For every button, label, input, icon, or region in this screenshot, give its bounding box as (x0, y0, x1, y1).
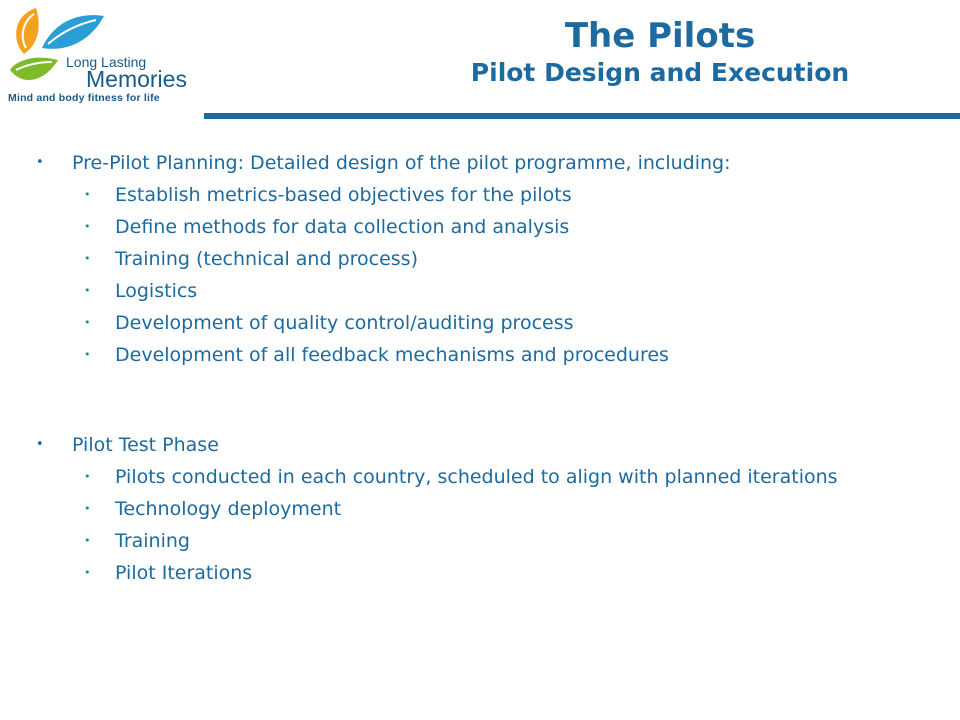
logo-tagline: Mind and body fitness for life (8, 92, 160, 104)
list-item: • Pilot Iterations (84, 562, 253, 584)
sub-bullet-list (72, 184, 916, 366)
bullet-icon: • (84, 470, 91, 483)
section-spacer (36, 376, 916, 434)
list-item: • Training (84, 530, 190, 552)
bullet-icon: • (84, 534, 91, 547)
bullet-icon: • (84, 348, 91, 361)
section-heading: Pilot Test Phase (72, 434, 219, 456)
section-heading: Pre-Pilot Planning: Detailed design of the pilot programme, including: (72, 152, 731, 174)
slide-title (380, 14, 940, 88)
list-item: • Pilots conducted in each country, scheduled to align with planned iterations (84, 466, 838, 488)
bullet-icon: • (84, 188, 91, 201)
list-item: • Development of quality control/auditing process (84, 312, 574, 334)
page-subtitle: Pilot Design and Execution (470, 58, 850, 87)
list-item: • Technology deployment (84, 498, 342, 520)
logo-line-1: Long Lasting (66, 54, 147, 70)
bullet-icon: • (84, 566, 91, 579)
bullet-list (36, 152, 916, 594)
bullet-icon: • (36, 437, 44, 452)
list-item: • Training (technical and process) (84, 248, 418, 270)
list-item: • Logistics (84, 280, 198, 302)
bullet-icon: • (84, 252, 91, 265)
page-title: The Pilots (564, 16, 756, 56)
bullet-icon: • (36, 155, 44, 170)
section-pilot-test-phase (36, 434, 916, 584)
bullet-icon: • (84, 316, 91, 329)
section-pre-pilot-planning (36, 152, 916, 366)
long-lasting-memories-logo (2, 2, 202, 106)
sub-bullet-list (72, 466, 916, 584)
bullet-icon: • (84, 220, 91, 233)
list-item: • Define methods for data collection and analysis (84, 216, 570, 238)
bullet-icon: • (84, 502, 91, 515)
logo-line-2: Memories (86, 66, 187, 92)
header-divider (204, 113, 960, 119)
list-item: • Establish metrics-based objectives for the pilots (84, 184, 572, 206)
list-item: • Development of all feedback mechanisms and procedures (84, 344, 669, 366)
bullet-icon: • (84, 284, 91, 297)
